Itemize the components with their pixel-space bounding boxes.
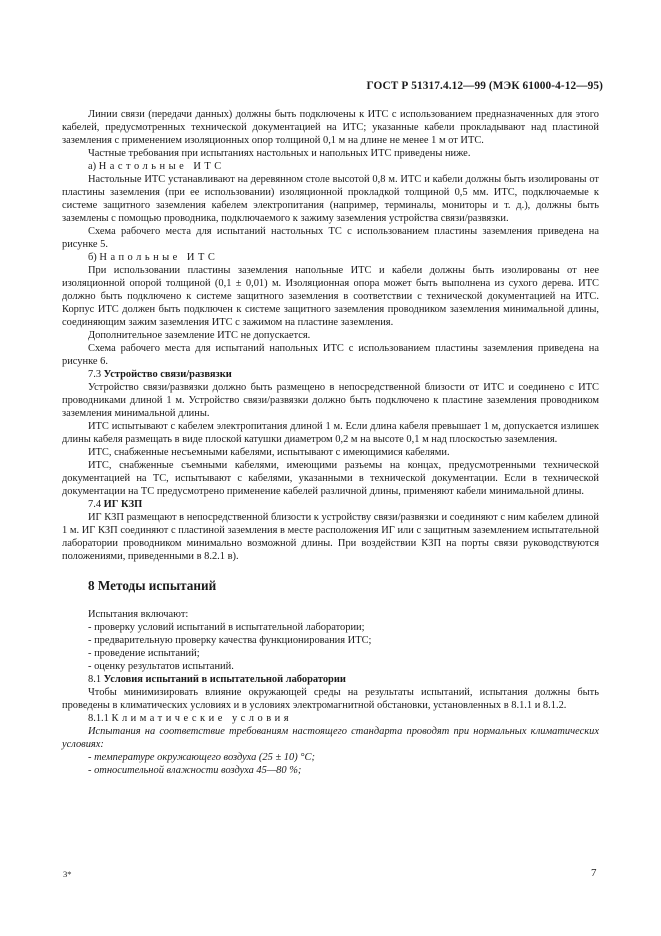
paragraph: Дополнительное заземление ИТС не допускается. [88,330,311,341]
paragraph: ИТС, снабженные съемными кабелями, имеющими разъемы на концах, предусмотренными технической документацией на ТС, испытывают с кабелями, указанными в технической документации. Если в технической документации на ТС предусмотрено применение кабелей различной длины, применяют кабели минимальной длины. [62,460,599,497]
section-heading-8-1-1: 8.1.1 Климатические условия [88,713,293,724]
section-heading-7-4: 7.4 ИГ КЗП [88,499,143,510]
paragraph: ИТС испытывают с кабелем электропитания длиной 1 м. Если длина кабеля превышает 1 м, допускается излишек длины кабеля размещать в виде плоской катушки диаметром 0,2 м на высоте 0,1 м над плоскостью заземления. [62,421,599,445]
section-heading-8-1: 8.1 Условия испытаний в испытательной лаборатории [88,674,346,685]
list-item: - проверку условий испытаний в испытательной лаборатории; [88,622,365,633]
paragraph: Схема рабочего места для испытаний настольных ТС с использованием пластины заземления приведена на рисунке 5. [62,226,599,250]
paragraph: Испытания включают: [88,609,189,620]
paragraph: Чтобы минимизировать влияние окружающей среды на результаты испытаний, испытания должны быть проведены в климатических условиях и в условиях электромагнитной обстановки, установленных в 8.1.1 и 8.1.2. [62,687,599,711]
sheet-mark: 3* [63,869,72,879]
paragraph: ИТС, снабженные несъемными кабелями, испытывают с имеющимися кабелями. [88,447,450,458]
paragraph: Испытания на соответствие требованиям настоящего стандарта проводят при нормальных климатических условиях: [62,726,599,750]
paragraph: При использовании пластины заземления напольные ИТС и кабели должны быть изолированы от нее изоляционной опорой толщиной (0,1 ± 0,01) м. Изоляционная опора может быть выполнена из сухого дерева. ИТС должно быть подключено к системе защитного заземления в соответствии с технической документацией на ИТС. Корпус ИТС должен быть подключен к системе защитного заземления проводником заземления минимальной длины, соединяющим зажим заземления ИТС с зажимом на пластине заземления. [62,265,599,328]
list-item: - проведение испытаний; [88,648,200,659]
page-number: 7 [591,867,597,879]
paragraph: Схема рабочего места для испытаний напольных ИТС с использованием пластины заземления приведена на рисунке 6. [62,343,599,367]
subheading-tabletop: а) Настольные ИТС [88,161,225,172]
list-item: - оценку результатов испытаний. [88,661,234,672]
section-8-title: 8 Методы испытаний [88,578,217,593]
list-item: - температуре окружающего воздуха (25 ± 10) °C; [88,752,315,763]
section-heading-7-3: 7.3 Устройство связи/развязки [88,369,232,380]
standard-header: ГОСТ Р 51317.4.12—99 (МЭК 61000-4-12—95) [366,80,603,92]
list-item: - относительной влажности воздуха 45—80 %; [88,765,302,776]
list-item: - предварительную проверку качества функционирования ИТС; [88,635,372,646]
document-body [62,108,599,777]
paragraph: Устройство связи/развязки должно быть размещено в непосредственной близости от ИТС и соединено с ИТС проводниками длиной 1 м. Устройство связи/развязки должно быть подключено к пластине заземления проводником заземления минимальной длины. [62,382,599,419]
subheading-floor: б) Напольные ИТС [88,252,219,263]
paragraph: ИГ КЗП размещают в непосредственной близости к устройству связи/развязки и соединяют с ним кабелем длиной 1 м. ИГ КЗП соединяют с пластиной заземления в месте расположения ИГ или с защитным заземлением испытательной лаборатории проводником минимально возможной длины. При воздействии КЗП на порты связи руководствуются положениями, приведенными в 8.2.1 в). [62,512,599,562]
paragraph: Линии связи (передачи данных) должны быть подключены к ИТС с использованием предназначенных для этого кабелей, предусмотренных технической документацией на ИТС; указанные кабели прокладывают над пластиной заземления с применением изоляционных опор толщиной 0,1 м на длине не менее 1 м от ИТС. [62,109,599,146]
paragraph: Настольные ИТС устанавливают на деревянном столе высотой 0,8 м. ИТС и кабели должны быть изолированы от пластины заземления (при ее использовании) изоляционной прокладкой толщиной 0,5 мм. ИТС, подключаемые к системе защитного заземления кабелем электропитания (например, терминалы, мониторы и т. д.), должны быть заземлены с помощью проводника, подключаемого к зажиму заземления устройства связи/развязки. [62,174,599,224]
paragraph: Частные требования при испытаниях настольных и напольных ИТС приведены ниже. [88,148,471,159]
